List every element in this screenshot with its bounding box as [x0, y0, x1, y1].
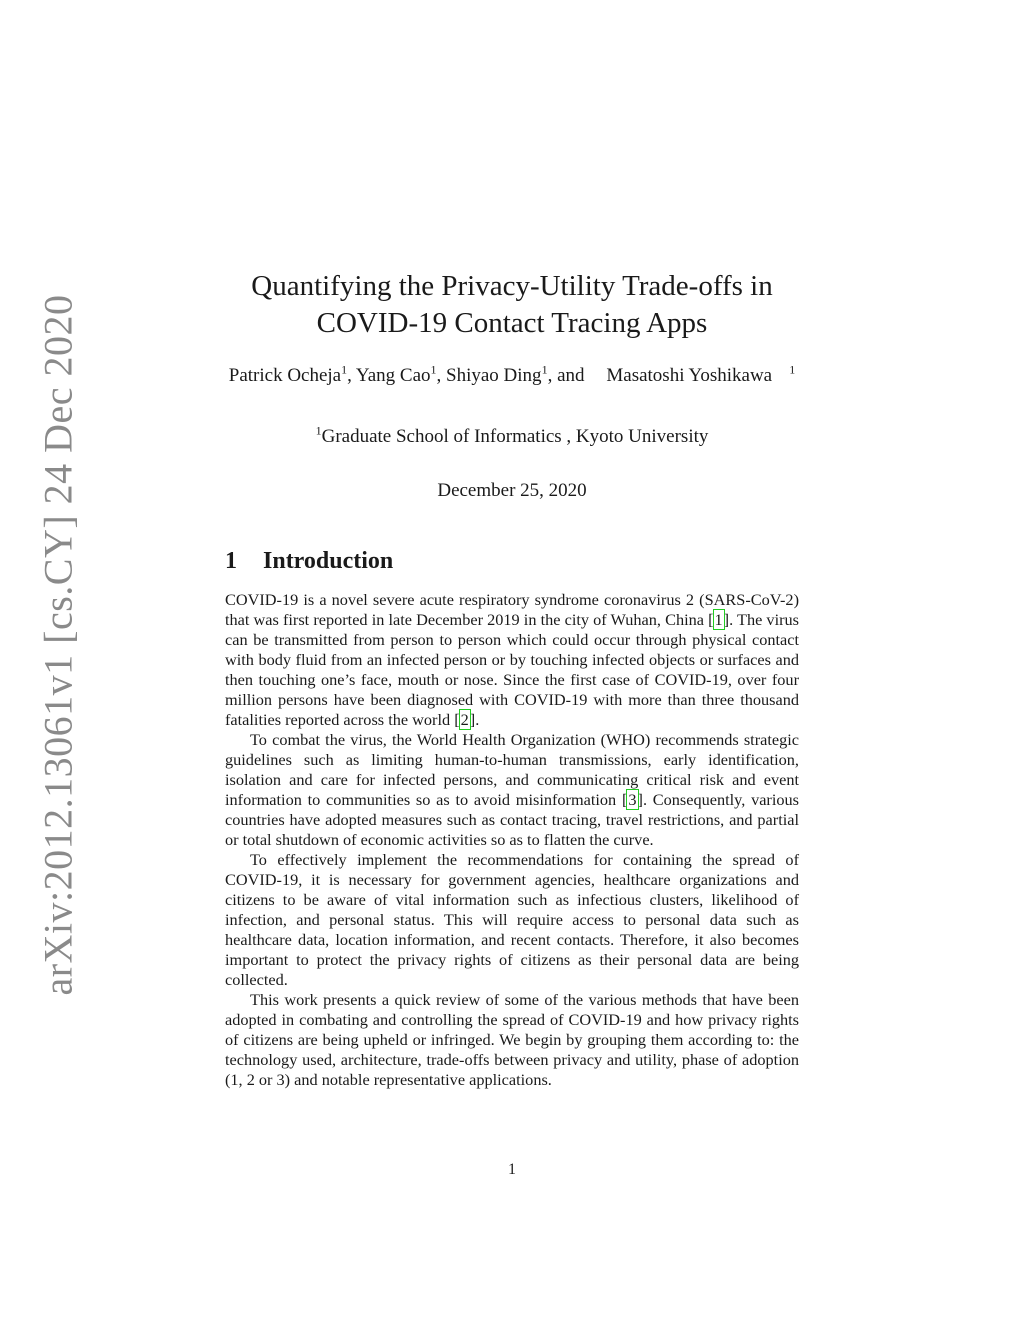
author-name: Patrick Ocheja: [228, 365, 342, 386]
paragraph-text: . Consequently, various countries have adopted measures such as contact tracing, travel restrictions, and partial or total shutdown of economic activities so as to flatten the curve.: [225, 790, 799, 849]
paper-title-line-2: COVID-19 Contact Tracing Apps: [316, 307, 708, 339]
paper-date: December 25, 2020: [437, 480, 587, 501]
affiliation-mark: 1: [315, 423, 322, 438]
arxiv-identifier-stamp: arXiv:2012.13061v1 [cs.CY] 24 Dec 2020: [35, 294, 81, 996]
page-number: 1: [508, 1161, 516, 1178]
paragraph-text: To combat the virus, the World Health Organization (WHO) recommends strategic guidelines such as limiting human-to-human transmissions, early identification, isolation and care for infected persons, and communicating critical risk and event information to communities so as to avoid misinformation: [225, 730, 799, 809]
author-list: [0, 364, 1024, 387]
paper-title: [0, 268, 1024, 342]
paragraph-2: To combat the virus, the World Health Organization (WHO) recommends strategic guidelines such as limiting human-to-human transmissions, early identification, isolation and care for infected persons, and communicating critical risk and event information to communities so as to avoid misinformation [3]. Consequently, various countries have adopted measures such as contact tracing, travel restrictions, and partial or total shutdown of economic activities so as to flatten the curve.: [225, 730, 799, 849]
author-separator: ,: [347, 365, 356, 386]
paragraph-text: . The virus can be transmitted from person to person which could occur through physical contact with body fluid from an infected person or by touching infected objects or surfaces and then touching one’s face, mouth or nose. Since the first case of COVID-19, over four million persons have been diagnosed with COVID-19 with more than three thousand fatalities reported across the world: [225, 610, 799, 729]
author-name: Masatoshi Yoshikawa: [606, 365, 773, 386]
paragraph-text: .: [475, 710, 480, 729]
paragraph-3: To effectively implement the recommendations for containing the spread of COVID-19, it is necessary for government agencies, healthcare organizations and citizens to be aware of vital information such as infectious clusters, likelihood of infection, and personal status. This will require access to personal data such as healthcare data, location information, and recent contacts. Therefore, it also becomes important to protect the privacy rights of citizens as their personal data are being collected.: [225, 850, 799, 989]
author-name: Shiyao Ding: [446, 365, 542, 386]
section-title: Introduction: [263, 548, 394, 574]
author-affiliation-mark: 1: [430, 362, 437, 377]
paragraph-1: COVID-19 is a novel severe acute respiratory syndrome coronavirus 2 (SARS-CoV-2) that was first reported in late December 2019 in the city of Wuhan, China [1]. The virus can be transmitted from person to person which could occur through physical contact with body fluid from an infected person or by touching infected objects or surfaces and then touching one’s face, mouth or nose. Since the first case of COVID-19, over four million persons have been diagnosed with COVID-19 with more than three thousand fatalities reported across the world [2].: [225, 590, 799, 729]
section-heading: [225, 546, 393, 576]
citation-link[interactable]: 3: [628, 790, 637, 809]
section-number: 1: [225, 548, 237, 574]
paper-title-line-1: Quantifying the Privacy-Utility Trade-offs in: [251, 270, 773, 302]
author-name: Yang Cao: [355, 365, 431, 386]
author-affiliation-mark: 1: [341, 362, 348, 377]
paragraph-4: This work presents a quick review of some of the various methods that have been adopted in combating and controlling the spread of COVID-19 and how privacy rights of citizens are being upheld or infringed. We begin by grouping them according to: the technology used, architecture, trade-offs between privacy and utility, phase of adoption (1, 2 or 3) and notable representative applications.: [225, 990, 799, 1089]
paragraph-text: COVID-19 is a novel severe acute respiratory syndrome coronavirus 2 (SARS-CoV-2) that was first reported in late December 2019 in the city of Wuhan, China: [225, 590, 799, 629]
affiliation: [0, 425, 1024, 448]
citation-link[interactable]: 1: [714, 610, 723, 629]
author-separator: ,: [436, 365, 447, 386]
author-affiliation-mark: 1: [789, 362, 796, 377]
author-separator: , and: [547, 365, 590, 386]
author-affiliation-mark: 1: [541, 362, 548, 377]
citation-link[interactable]: 2: [460, 710, 469, 729]
body-text: [225, 590, 799, 1090]
affiliation-text: Graduate School of Informatics , Kyoto University: [321, 426, 709, 447]
